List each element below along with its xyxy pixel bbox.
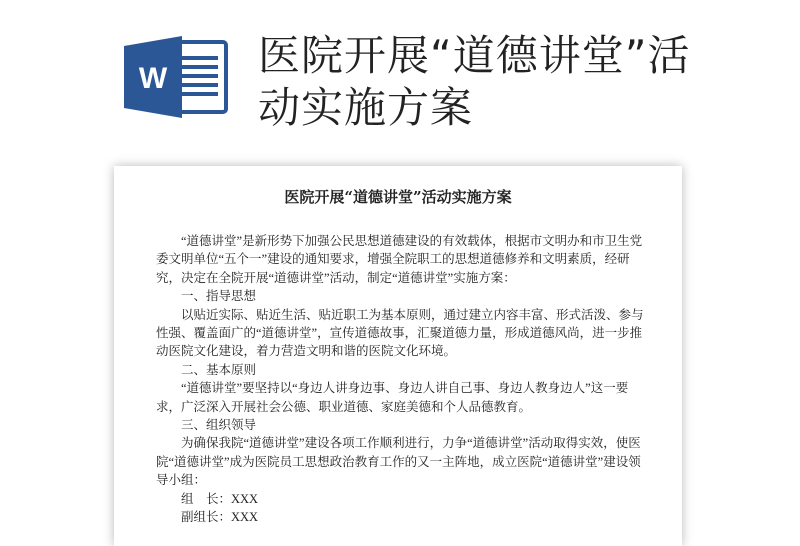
word-icon [124,36,229,118]
page-title: 医院开展“道德讲堂”活动实施方案 [258,31,691,132]
heading-basic-principles: 二、基本原则 [181,362,257,377]
paragraph-intro: “道德讲堂”是新形势下加强公民思想道德建设的有效载体，根据市文明办和市卫生党委文明单位“五个一”建设的通知要求，增强全院职工的思想道德修养和文明素质，经研究，决定在全院开展“道德讲堂”活动，制定“道德讲堂”实施方案： [156,234,643,285]
deputy-leader-line: 副组长：XXX [181,510,259,525]
document-page [114,166,682,546]
leader-line: 组 长：XXX [181,491,259,506]
paragraph-organization: 为确保我院“道德讲堂”建设各项工作顺利进行，力争“道德讲堂”活动取得实效，使医院“道德讲堂”成为医院员工思想政治教育工作的又一主阵地，成立医院“道德讲堂”建设领导小组： [156,436,641,488]
heading-organization: 三、组织领导 [181,418,257,433]
paragraph-guiding-ideology: 以贴近实际、贴近生活、贴近职工为基本原则，通过建立内容丰富、形式活泼、参与性强、覆盖面广的“道德讲堂”，宣传道德故事，汇聚道德力量，形成道德风尚，进一步推动医院文化建设，着力营造文明和谐的医院文化环境。 [156,307,644,359]
paragraph-basic-principles: “道德讲堂”要坚持以“身边人讲身边事、身边人讲自己事、身边人教身边人”这一要求，广泛深入开展社会公德、职业道德、家庭美德和个人品德教育。 [156,381,629,414]
word-icon-letter: W [138,62,168,95]
heading-guiding-ideology: 一、指导思想 [181,289,257,304]
document-title: 医院开展“道德讲堂”活动实施方案 [284,188,512,206]
document-body [156,232,644,527]
